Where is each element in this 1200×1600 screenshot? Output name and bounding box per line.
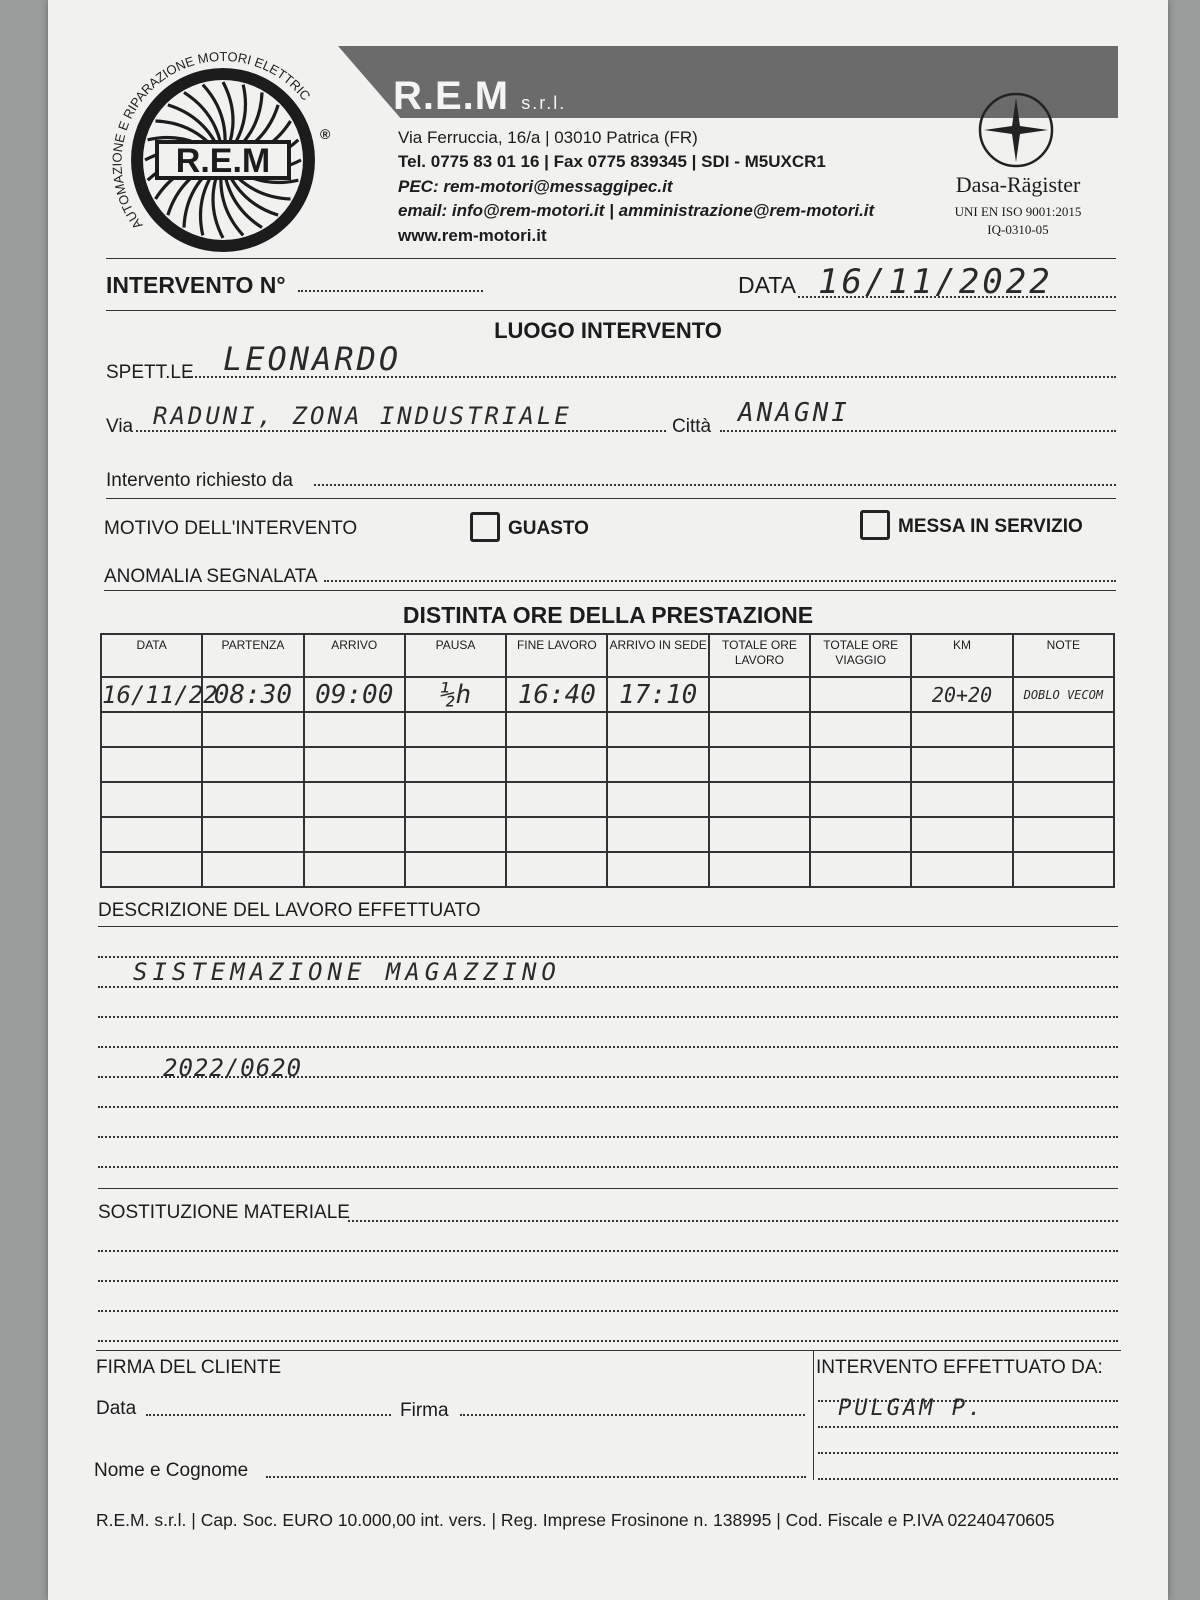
effettuato-da-label: INTERVENTO EFFETTUATO DA:	[816, 1357, 1103, 1378]
descrizione-rule	[98, 926, 1118, 927]
form-sheet	[48, 0, 1168, 1600]
effettuato-line[interactable]	[818, 1426, 1118, 1428]
firma-label: Firma	[400, 1400, 449, 1421]
table-cell[interactable]: ½h	[405, 677, 506, 712]
sostituzione-line[interactable]	[98, 1250, 1118, 1252]
table-cell[interactable]	[1013, 747, 1114, 782]
table-cell[interactable]	[911, 712, 1012, 747]
table-cell[interactable]	[709, 852, 810, 887]
col-header: PARTENZA	[202, 634, 303, 677]
table-cell[interactable]	[1013, 817, 1114, 852]
table-row	[101, 817, 1114, 852]
table-cell[interactable]: 16:40	[506, 677, 607, 712]
hours-table-title: DISTINTA ORE DELLA PRESTAZIONE	[402, 602, 814, 628]
guasto-checkbox[interactable]	[470, 512, 500, 542]
sostituzione-line[interactable]	[98, 1310, 1118, 1312]
table-cell[interactable]	[506, 852, 607, 887]
table-cell[interactable]	[405, 852, 506, 887]
table-cell[interactable]	[607, 782, 708, 817]
citta-value: ANAGNI	[738, 398, 850, 428]
table-row	[101, 782, 1114, 817]
descrizione-end-rule	[98, 1188, 1118, 1189]
table-cell[interactable]	[810, 747, 911, 782]
table-cell[interactable]	[810, 852, 911, 887]
col-header: ARRIVO IN SEDE	[607, 634, 708, 677]
sostituzione-line[interactable]	[98, 1340, 1118, 1342]
sostituzione-label: SOSTITUZIONE MATERIALE	[98, 1202, 350, 1223]
effettuato-line[interactable]	[818, 1478, 1118, 1480]
firma-cliente-title: FIRMA DEL CLIENTE	[96, 1357, 282, 1378]
table-cell[interactable]	[405, 782, 506, 817]
effettuato-line[interactable]	[818, 1452, 1118, 1454]
table-cell[interactable]	[405, 747, 506, 782]
signature-divider	[813, 1350, 814, 1480]
motivo-label: MOTIVO DELL'INTERVENTO	[104, 518, 358, 539]
company-logo	[103, 40, 343, 260]
col-header: TOTALE ORE VIAGGIO	[810, 634, 911, 677]
table-cell[interactable]	[202, 782, 303, 817]
firma-field[interactable]	[460, 1414, 805, 1416]
table-cell[interactable]	[202, 712, 303, 747]
company-name: R.E.M s.r.l.	[393, 74, 567, 118]
table-cell[interactable]	[506, 712, 607, 747]
luogo-rule	[106, 498, 1116, 499]
table-cell[interactable]: 09:00	[304, 677, 405, 712]
registered-mark: ®	[320, 126, 331, 142]
table-cell[interactable]	[304, 817, 405, 852]
descrizione-line[interactable]	[98, 1136, 1118, 1138]
certification-standard: UNI EN ISO 9001:2015	[954, 204, 1082, 219]
col-header: PAUSA	[405, 634, 506, 677]
table-cell[interactable]	[304, 782, 405, 817]
col-header: FINE LAVORO	[506, 634, 607, 677]
table-cell[interactable]	[202, 747, 303, 782]
nome-cognome-field[interactable]	[266, 1476, 806, 1478]
firma-data-label: Data	[96, 1398, 137, 1419]
sostituzione-field[interactable]	[348, 1220, 1118, 1222]
data-value: 16/11/2022	[818, 262, 1053, 302]
table-cell[interactable]	[304, 712, 405, 747]
anomalia-rule	[104, 590, 1116, 591]
table-cell[interactable]	[202, 817, 303, 852]
col-header: DATA	[101, 634, 202, 677]
header-rule-top	[106, 258, 1116, 259]
table-cell[interactable]	[1013, 782, 1114, 817]
anomalia-field[interactable]	[324, 580, 1116, 582]
certification-name: Dasa-Rägister	[955, 172, 1081, 197]
spett-value: LEONARDO	[223, 340, 402, 378]
sostituzione-line[interactable]	[98, 1280, 1118, 1282]
col-header: NOTE	[1013, 634, 1114, 677]
table-cell[interactable]	[101, 852, 202, 887]
table-row	[101, 677, 1114, 712]
table-cell[interactable]	[101, 747, 202, 782]
table-cell[interactable]	[810, 817, 911, 852]
certification-code: IQ-0310-05	[987, 222, 1049, 237]
table-cell[interactable]	[911, 782, 1012, 817]
table-cell[interactable]	[709, 782, 810, 817]
citta-field[interactable]	[720, 430, 1116, 432]
nome-cognome-label: Nome e Cognome	[94, 1460, 249, 1481]
table-cell[interactable]	[506, 747, 607, 782]
descrizione-line[interactable]	[98, 1046, 1118, 1048]
spett-label: SPETT.LE	[106, 362, 194, 383]
logo-text: R.E.M	[175, 142, 271, 180]
messa-in-servizio-label: MESSA IN SERVIZIO	[898, 516, 1083, 537]
header-rule-bottom	[106, 310, 1116, 311]
luogo-title: LUOGO INTERVENTO	[494, 318, 722, 343]
col-header: KM	[911, 634, 1012, 677]
messa-in-servizio-checkbox[interactable]	[860, 510, 890, 540]
table-row	[101, 747, 1114, 782]
descrizione-value-2: 2022/0620	[163, 1054, 303, 1082]
table-cell[interactable]	[304, 747, 405, 782]
table-cell[interactable]	[506, 782, 607, 817]
intervento-number-field[interactable]	[298, 290, 483, 292]
descrizione-line[interactable]	[98, 986, 1118, 988]
table-cell[interactable]	[607, 852, 708, 887]
table-cell[interactable]	[607, 747, 708, 782]
table-cell[interactable]	[1013, 852, 1114, 887]
table-cell[interactable]	[709, 712, 810, 747]
guasto-label: GUASTO	[508, 518, 589, 539]
table-cell[interactable]	[101, 817, 202, 852]
table-cell[interactable]	[101, 712, 202, 747]
table-cell[interactable]	[304, 852, 405, 887]
table-cell[interactable]: 08:30	[202, 677, 303, 712]
descrizione-line[interactable]	[98, 1166, 1118, 1168]
anomalia-label: ANOMALIA SEGNALATA	[104, 566, 318, 587]
table-cell[interactable]	[202, 852, 303, 887]
logo-arc-text: AUTOMAZIONE E RIPARAZIONE MOTORI ELETTRIC	[109, 48, 314, 233]
table-cell[interactable]	[810, 677, 911, 712]
data-label: DATA	[738, 272, 796, 298]
table-row	[101, 712, 1114, 747]
citta-label: Città	[672, 416, 712, 437]
table-cell[interactable]	[101, 782, 202, 817]
table-cell[interactable]	[1013, 712, 1114, 747]
company-footer: R.E.M. s.r.l. | Cap. Soc. EURO 10.000,00 int. vers. | Reg. Imprese Frosinone n. 138995 | Cod. Fiscale e P.IVA 02240470605	[96, 1510, 1055, 1530]
descrizione-value-1: SISTEMAZIONE MAGAZZINO	[133, 958, 561, 986]
via-value: RADUNI, ZONA INDUSTRIALE	[153, 402, 572, 430]
table-cell[interactable]	[405, 817, 506, 852]
descrizione-label: DESCRIZIONE DEL LAVORO EFFETTUATO	[98, 900, 481, 921]
company-website: www.rem-motori.it	[398, 226, 547, 245]
table-cell[interactable]	[709, 817, 810, 852]
table-cell[interactable]: 20+20	[911, 677, 1012, 712]
table-cell[interactable]	[911, 817, 1012, 852]
firma-data-field[interactable]	[146, 1414, 391, 1416]
via-field[interactable]	[136, 430, 666, 432]
richiesto-label: Intervento richiesto da	[106, 470, 293, 491]
descrizione-line[interactable]	[98, 1106, 1118, 1108]
table-cell[interactable]	[709, 677, 810, 712]
col-header: TOTALE ORE LAVORO	[709, 634, 810, 677]
richiesto-field[interactable]	[314, 484, 1116, 486]
table-cell[interactable]	[607, 817, 708, 852]
company-pec: PEC: rem-motori@messaggipec.it	[398, 177, 673, 196]
table-cell[interactable]	[810, 712, 911, 747]
table-cell[interactable]: 16/11/22	[101, 677, 202, 712]
hours-table	[100, 633, 1115, 888]
company-email: email: info@rem-motori.it | amministrazione@rem-motori.it	[398, 201, 875, 220]
table-cell[interactable]	[506, 817, 607, 852]
table-cell[interactable]	[709, 747, 810, 782]
table-cell[interactable]: DOBLO VECOM	[1013, 677, 1114, 712]
descrizione-line[interactable]	[98, 1016, 1118, 1018]
company-address: Via Ferruccia, 16/a | 03010 Patrica (FR)	[398, 128, 698, 147]
table-cell[interactable]	[405, 712, 506, 747]
certification-star-icon	[976, 92, 1056, 168]
intervento-label: INTERVENTO N°	[106, 272, 286, 298]
effettuato-value: PULGAM P.	[838, 1396, 985, 1421]
table-cell[interactable]	[911, 747, 1012, 782]
col-header: ARRIVO	[304, 634, 405, 677]
via-label: Via	[106, 416, 134, 437]
company-phone: Tel. 0775 83 01 16 | Fax 0775 839345 | SDI - M5UXCR1	[398, 152, 826, 171]
table-cell[interactable]	[810, 782, 911, 817]
table-cell[interactable]: 17:10	[607, 677, 708, 712]
table-cell[interactable]	[607, 712, 708, 747]
table-cell[interactable]	[911, 852, 1012, 887]
table-row	[101, 852, 1114, 887]
